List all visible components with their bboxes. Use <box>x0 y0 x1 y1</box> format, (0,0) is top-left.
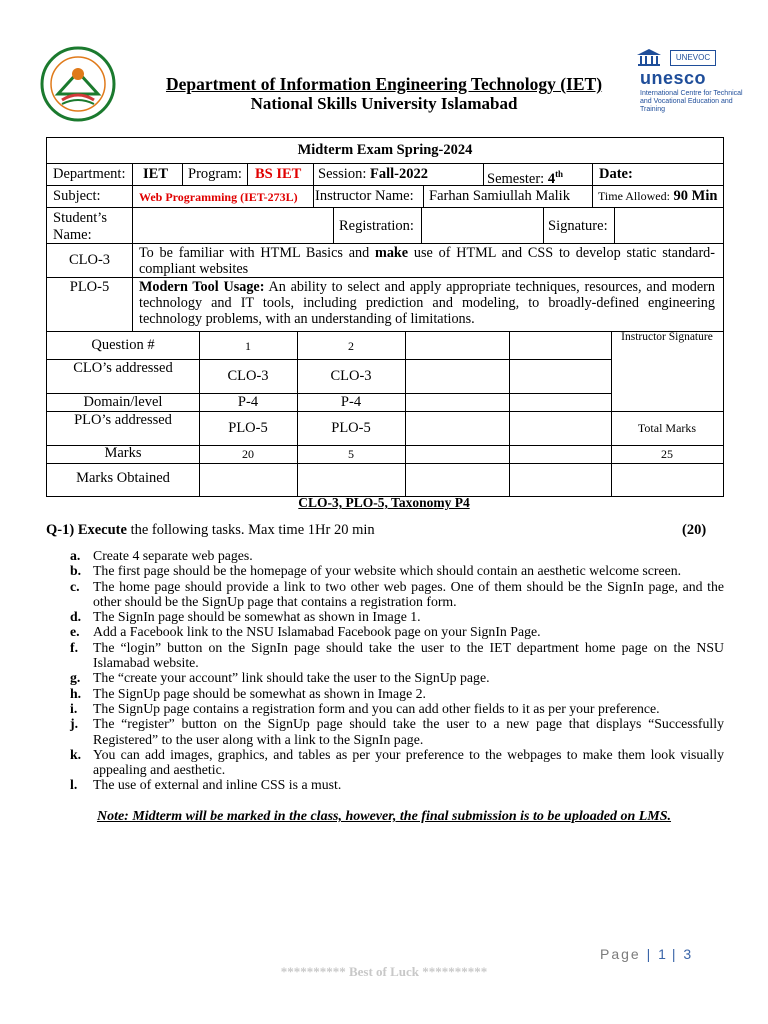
university-title: National Skills University Islamabad <box>250 94 518 113</box>
time-value: 90 Min <box>673 188 718 204</box>
list-item: j. The “register” button on the SignUp page should take the user to a new page that displays “Successfully Registered” to the user along with a link to the SignIn page. <box>70 716 724 747</box>
plo-description: Modern Tool Usage: An ability to select and apply appropriate techniques, resources, and modern technology and IT tools, including prediction and modeling, to broadly-defined engineering technology problems, with an understanding of limitations. <box>139 279 716 327</box>
session-label: Session: <box>318 166 367 182</box>
instructor-signature-label: Instructor Signature <box>621 331 713 343</box>
plos-q1: PLO-5 <box>228 420 268 436</box>
question-2-header: 2 <box>348 339 354 353</box>
department-title: Department of Information Engineering Technology (IET) <box>165 74 603 94</box>
domain-level-label: Domain/level <box>83 394 163 410</box>
semester-value: 4 <box>547 170 556 187</box>
list-item: l. The use of external and inline CSS is a must. <box>70 777 342 793</box>
clo-description: To be familiar with HTML Basics and make use of HTML and CSS to develop static standard-compliant websites <box>139 245 715 277</box>
list-item: e. Add a Facebook link to the NSU Islamabad Facebook page on your SignIn Page. <box>70 624 541 640</box>
list-item: i. The SignUp page contains a registration form and you can add other fields to it as per your preference. <box>70 700 660 716</box>
plo-code: PLO-5 <box>69 279 110 295</box>
signature-label: Signature: <box>548 218 608 234</box>
task-list <box>62 548 724 793</box>
list-item: d. The SignIn page should be somewhat as shown in Image 1. <box>70 609 421 625</box>
question-1-marks: (20) <box>682 522 707 538</box>
list-item: k. You can add images, graphics, and tables as per your preference to the webpages to make them look visually appealing and aesthetic. <box>70 746 724 778</box>
clos-q2: CLO-3 <box>330 368 372 384</box>
subject-value: Web Programming (IET-273L) <box>139 190 298 204</box>
date-label: Date: <box>599 166 633 182</box>
registration-label: Registration: <box>339 218 414 234</box>
clo-plo-taxonomy: CLO-3, PLO-5, Taxonomy P4 <box>298 495 470 510</box>
best-of-luck: ********** Best of Luck ********** <box>280 964 488 979</box>
list-item: a. Create 4 separate web pages. <box>70 548 253 563</box>
student-name-label: Student’s Name: <box>53 210 107 243</box>
clos-addressed-label: CLO’s addressed <box>73 360 173 376</box>
domain-q2: P-4 <box>340 394 362 410</box>
plos-addressed-label: PLO’s addressed <box>74 412 172 428</box>
exam-info-table <box>46 137 724 497</box>
list-item: h. The SignUp page should be somewhat as shown in Image 2. <box>70 685 426 701</box>
department-value: IET <box>143 166 168 182</box>
total-marks-label: Total Marks <box>637 421 697 435</box>
subject-label: Subject: <box>53 188 101 204</box>
marks-q1: 20 <box>242 447 254 461</box>
list-item: c. The home page should provide a link to two other web pages. One of them should be the SignIn page, and the other should be the SignUp page that contains a registration form. <box>70 578 724 609</box>
list-item: b. The first page should be the homepage of your website which should contain an aesthetic welcome screen. <box>70 563 682 579</box>
unesco-wordmark: unesco <box>640 68 707 88</box>
department-label: Department: <box>53 166 126 182</box>
time-label: Time Allowed: <box>598 189 670 203</box>
question-number-label: Question # <box>91 337 155 353</box>
session-value: Fall-2022 <box>369 166 428 182</box>
instructor-label: Instructor Name: <box>315 188 414 204</box>
clos-q1: CLO-3 <box>227 368 269 384</box>
question-1-text: Q-1) Execute the following tasks. Max time 1Hr 20 min <box>46 522 375 538</box>
marks-total: 25 <box>661 447 673 461</box>
submission-note: Note: Midterm will be marked in the class, however, the final submission is to be uploaded on LMS. <box>96 809 672 824</box>
marks-q2: 5 <box>348 447 354 461</box>
exam-title: Midterm Exam Spring-2024 <box>297 142 473 158</box>
session-label-group <box>318 166 428 183</box>
semester-group <box>487 166 563 188</box>
marks-obtained-label: Marks Obtained <box>76 470 170 486</box>
program-value: BS IET <box>255 166 302 182</box>
domain-q1: P-4 <box>237 394 259 410</box>
instructor-value: Farhan Samiullah Malik <box>429 188 570 204</box>
question-1-header: 1 <box>245 339 251 353</box>
page-number: Page | 1 | 3 <box>600 946 692 962</box>
plos-q2: PLO-5 <box>331 420 371 436</box>
time-allowed-group <box>598 188 717 205</box>
semester-label: Semester: <box>487 170 545 187</box>
list-item: g. The “create your account” link should take the user to the SignUp page. <box>70 670 490 686</box>
unevoc-badge: UNEVOC <box>670 50 716 66</box>
marks-label: Marks <box>104 445 142 461</box>
semester-suffix: th <box>555 169 564 179</box>
unesco-subtitle: International Centre for Technical and Vocational Education and Training <box>640 90 743 113</box>
clo-code: CLO-3 <box>68 252 111 268</box>
list-item: f. The “login” button on the SignIn page should take the user to the IET department home page on the NSU Islamabad website. <box>70 639 724 671</box>
program-label: Program: <box>188 166 242 182</box>
